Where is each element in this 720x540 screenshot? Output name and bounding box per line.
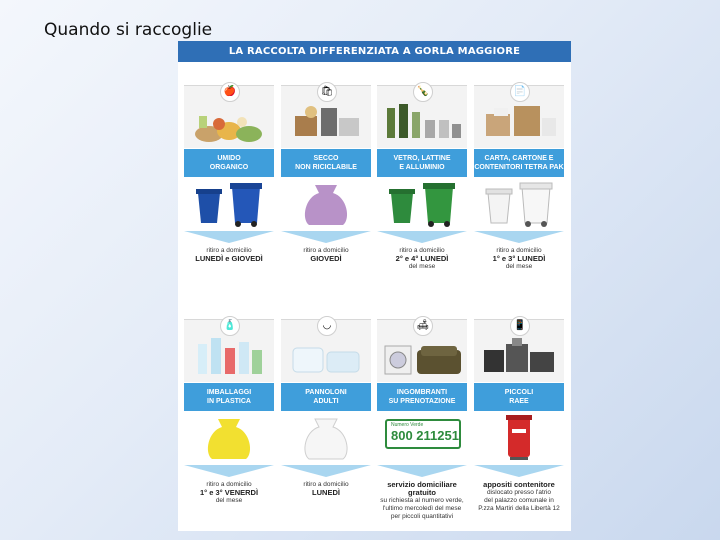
carta-label-line1: CARTA, CARTONE E [484, 155, 554, 162]
bag-icon: 🛍 [317, 82, 337, 102]
recycling-poster [178, 41, 571, 531]
ingombranti-label [377, 383, 467, 411]
vetro-pickup-days: 2° e 4° LUNEDÌ [395, 254, 449, 263]
ingombranti-pickup [377, 481, 467, 521]
vetro-pickup [377, 247, 467, 271]
phone-icon: 📱 [510, 316, 530, 336]
umido-label [184, 149, 274, 177]
carta-pickup-days: 1° e 3° LUNEDÌ [492, 254, 546, 263]
raee-pickup [474, 481, 564, 513]
plastica-pickup-days: 1° e 3° VENERDÌ [199, 488, 259, 497]
pannoloni-label-line2: ADULTI [313, 398, 339, 405]
vetro-label-line2: E ALLUMINIO [399, 164, 445, 171]
secco-arrow [281, 231, 371, 243]
carta-arrow [474, 231, 564, 243]
raee-photo [474, 319, 564, 382]
carta-pickup [474, 247, 564, 271]
secco-pickup-line1: ritiro a domicilio [303, 247, 349, 254]
ingombranti-pickup-line1: servizio domiciliare gratuito [387, 480, 457, 497]
plastica-pickup [184, 481, 274, 505]
carta-photo [474, 85, 564, 148]
bottle-icon: 🍾 [413, 82, 433, 102]
ingombranti-label-line1: INGOMBRANTI [396, 389, 448, 396]
pannoloni-arrow [281, 465, 371, 477]
vetro-bins [377, 179, 467, 229]
raee-pickup-line2: dislocato presso l'atrio [486, 489, 552, 496]
vetro-label-line1: VETRO, LATTINE [393, 155, 451, 162]
secco-pickup-days: GIOVEDÌ [310, 254, 342, 263]
pannoloni-pickup-line1: ritiro a domicilio [303, 481, 349, 488]
umido-pickup-line1: ritiro a domicilio [206, 247, 252, 254]
vetro-pickup-line3: del mese [408, 263, 436, 270]
numero-verde-box [385, 419, 461, 449]
carta-pickup-line1: ritiro a domicilio [496, 247, 542, 254]
pannoloni-pickup [281, 481, 371, 497]
paper-icon: 📄 [510, 82, 530, 102]
raee-pickup-line4: P.zza Martiri della Libertà 12 [478, 505, 560, 512]
carta-pickup-line3: del mese [505, 263, 533, 270]
numero-verde-caption: Numero Verde [391, 422, 424, 428]
umido-bins [184, 179, 274, 229]
secco-label-line1: SECCO [313, 155, 339, 162]
raee-pickup-line1: appositi contenitore [483, 480, 555, 489]
vetro-arrow [377, 231, 467, 243]
plastica-pickup-line1: ritiro a domicilio [206, 481, 252, 488]
pannoloni-bag [281, 413, 371, 463]
pannoloni-label [281, 383, 371, 411]
carta-label [474, 149, 564, 177]
umido-arrow [184, 231, 274, 243]
plastica-label [184, 383, 274, 411]
raee-label-line2: RAEE [509, 398, 529, 405]
ingombranti-arrow [377, 465, 467, 477]
pannoloni-photo [281, 319, 371, 382]
vetro-photo [377, 85, 467, 148]
umido-label-line2: ORGANICO [209, 164, 249, 171]
umido-pickup-days: LUNEDÌ e GIOVEDÌ [195, 254, 263, 263]
ingombranti-pickup-line2: su richiesta al numero verde, [380, 497, 464, 504]
carta-label-line2: CONTENITORI TETRA PAK [474, 164, 564, 171]
umido-label-line1: UMIDO [217, 155, 241, 162]
carta-bins [474, 179, 564, 229]
ingombranti-label-line2: SU PRENOTAZIONE [388, 398, 456, 405]
plastica-label-line2: IN PLASTICA [207, 398, 251, 405]
plastica-bag [184, 413, 274, 463]
raee-container [474, 413, 564, 463]
slide-title: Quando si raccoglie [44, 20, 213, 40]
secco-label [281, 149, 371, 177]
armchair-icon: 🛋 [413, 316, 433, 336]
numero-verde-number: 800 211251 [391, 428, 459, 443]
plastica-arrow [184, 465, 274, 477]
secco-bag [281, 179, 371, 229]
ingombranti-pickup-line3: l'ultimo mercoledì del mese [382, 505, 462, 512]
raee-label-line1: PICCOLI [504, 389, 534, 396]
plastica-pickup-line3: del mese [215, 497, 243, 504]
umido-pickup [184, 247, 274, 263]
poster-header: LA RACCOLTA DIFFERENZIATA A GORLA MAGGIORE [178, 41, 571, 62]
secco-label-line2: NON RICICLABILE [295, 164, 357, 171]
plastic-bottle-icon: 🧴 [220, 316, 240, 336]
apple-icon: 🍎 [220, 82, 240, 102]
secco-pickup [281, 247, 371, 263]
raee-arrow [474, 465, 564, 477]
plastica-label-line1: IMBALLAGGI [206, 389, 252, 396]
vetro-pickup-line1: ritiro a domicilio [399, 247, 445, 254]
secco-photo [281, 85, 371, 148]
raee-pickup-line3: del palazzo comunale in [484, 497, 554, 504]
ingombranti-photo [377, 319, 467, 382]
ingombranti-pickup-line4: per piccoli quantitativi [390, 513, 454, 520]
plastica-photo [184, 319, 274, 382]
pannoloni-label-line1: PANNOLONI [305, 389, 347, 396]
umido-photo [184, 85, 274, 148]
vetro-label [377, 149, 467, 177]
pannoloni-pickup-days: LUNEDÌ [312, 488, 340, 497]
raee-label [474, 383, 564, 411]
diaper-icon: ◡ [317, 316, 337, 336]
